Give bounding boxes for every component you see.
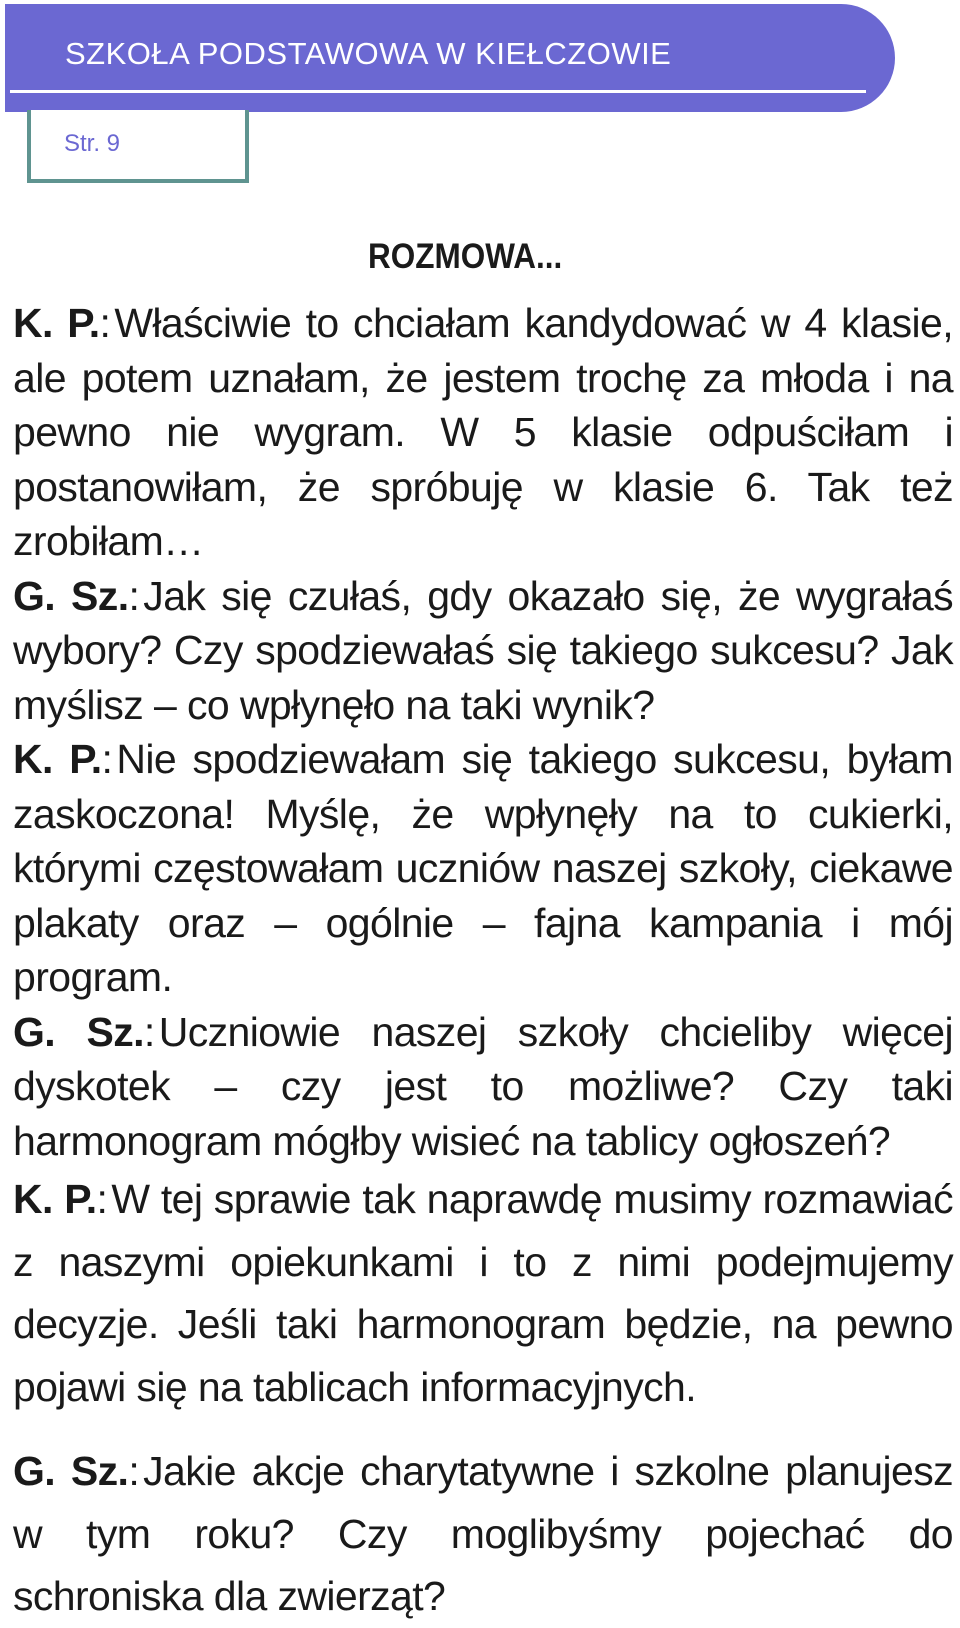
dialogue-entry: K. P.:Nie spodziewałam się takiego sukcesu, byłam zaskoczona! Myślę, że wpłynęły na to cukierki, którymi częstowałam uczniów naszej szkoły, ciekawe plakaty oraz – ogólnie – fajna kampania i mój program.: [13, 736, 953, 1000]
article-title: ROZMOWA...: [368, 237, 563, 277]
dialogue-entry: K. P.:W tej sprawie tak naprawdę musimy rozmawiać z naszymi opiekunkami i to z nimi podejmujemy decyzje. Jeśli taki harmonogram będzie, na pewno pojawi się na tablicach informacyjnych.: [13, 1176, 953, 1410]
dialogue-text: Jakie akcje charytatywne i szkolne planujesz w tym roku? Czy moglibyśmy pojechać do schroniska dla zwierząt?: [13, 1448, 953, 1619]
page-number: Str. 9: [64, 130, 121, 157]
dialogue-entry: G. Sz.:Jakie akcje charytatywne i szkolne planujesz w tym roku? Czy moglibyśmy pojechać do schroniska dla zwierząt?: [13, 1448, 953, 1619]
speaker-name: G. Sz.: [13, 1448, 129, 1494]
speaker-name: K. P.: [13, 736, 102, 782]
page-number-box: [27, 110, 249, 183]
banner-divider: [10, 90, 866, 93]
dialogue-text: Jak się czułaś, gdy okazało się, że wygrałaś wybory? Czy spodziewałaś się takiego sukcesu? Jak myślisz – co wpłynęło na taki wynik?: [13, 572, 954, 728]
dialogue-text: Uczniowie naszej szkoły chcieliby więcej dyskotek – czy jest to możliwe? Czy taki harmonogram mógłby wisieć na tablicy ogłoszeń?: [13, 1008, 953, 1164]
header-banner: [5, 4, 895, 112]
dialogue-text: Nie spodziewałam się takiego sukcesu, byłam zaskoczona! Myślę, że wpłynęły na to cukierki, którymi częstowałam uczniów naszej szkoły, ciekawe plakaty oraz – ogólnie – fajna kampania i mój program.: [13, 736, 953, 1000]
interview-body: [13, 296, 953, 1628]
dialogue-entry: G. Sz.:Jak się czułaś, gdy okazało się, że wygrałaś wybory? Czy spodziewałaś się takiego sukcesu? Jak myślisz – co wpłynęło na taki wynik?: [13, 572, 954, 728]
speaker-name: G. Sz.: [13, 1008, 144, 1055]
speaker-name: K. P.: [13, 300, 100, 346]
speaker-name: G. Sz.: [13, 572, 129, 619]
dialogue-entry: K. P.:Właściwie to chciałam kandydować w 4 klasie, ale potem uznałam, że jestem trochę za młoda i na pewno nie wygram. W 5 klasie odpuściłam i postanowiłam, że spróbuję w klasie 6. Tak też zrobiłam…: [13, 300, 953, 564]
dialogue-text: Właściwie to chciałam kandydować w 4 klasie, ale potem uznałam, że jestem trochę za młoda i na pewno nie wygram. W 5 klasie odpuściłam i postanowiłam, że spróbuję w klasie 6. Tak też zrobiłam…: [13, 300, 953, 564]
dialogue-text: W tej sprawie tak naprawdę musimy rozmawiać z naszymi opiekunkami i to z nimi podejmujemy decyzje. Jeśli taki harmonogram będzie, na pewno pojawi się na tablicach informacyjnych.: [13, 1176, 953, 1410]
speaker-name: K. P.: [13, 1176, 97, 1222]
dialogue-entry: G. Sz.:Uczniowie naszej szkoły chcieliby więcej dyskotek – czy jest to możliwe? Czy taki harmonogram mógłby wisieć na tablicy ogłoszeń?: [13, 1008, 953, 1164]
school-name: SZKOŁA PODSTAWOWA W KIEŁCZOWIE: [65, 36, 672, 71]
